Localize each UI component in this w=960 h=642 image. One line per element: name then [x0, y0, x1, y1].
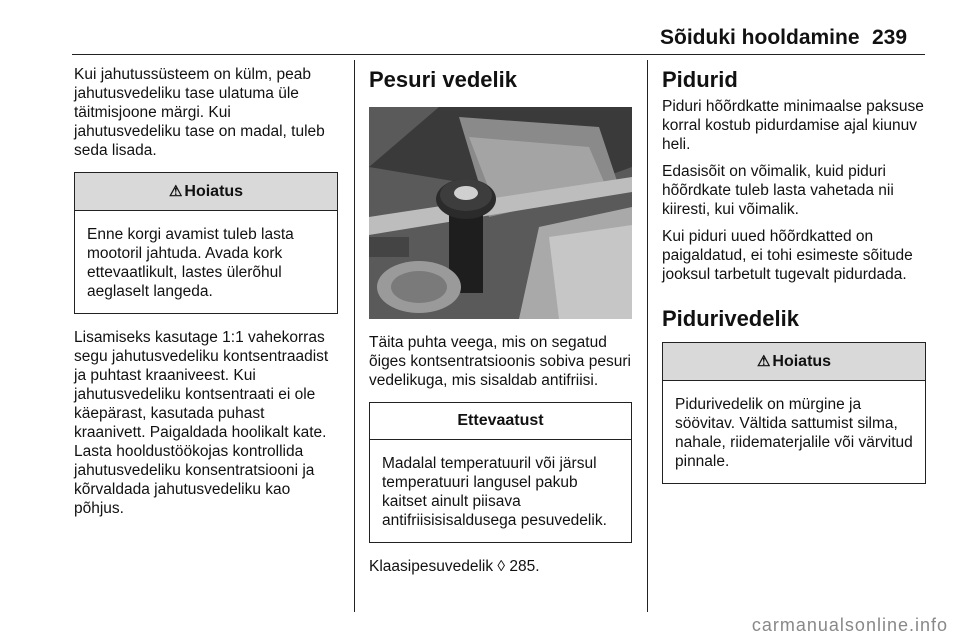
warning-title: Hoiatus — [184, 183, 244, 200]
engine-bay-illustration — [369, 107, 632, 319]
brake-fluid-heading: Pidurivedelik — [662, 306, 799, 331]
warning-box — [74, 172, 338, 314]
header-rule — [72, 54, 925, 55]
washer-reference — [369, 557, 632, 576]
warning-icon: ⚠ — [168, 183, 183, 200]
column-rule-2 — [647, 60, 648, 612]
reference-text: Klaasipesuvedelik — [369, 558, 494, 575]
warning-box-header — [75, 173, 337, 211]
column-3 — [662, 65, 926, 498]
brake-warning-title: Hoiatus — [772, 353, 832, 370]
brakes-paragraph-2: Edasisõit on võimalik, kuid piduri hõõrdkate tuleb lasta vahetada nii kiiresti, kui võimalik. — [662, 163, 894, 218]
washer-fluid-heading: Pesuri vedelik — [369, 67, 517, 92]
column-2 — [369, 65, 632, 584]
warning-icon: ⚠ — [756, 353, 771, 370]
column-1 — [74, 65, 338, 526]
caution-box-header: Ettevaatust — [370, 403, 631, 440]
brakes-heading: Pidurid — [662, 67, 738, 92]
brakes-paragraph-3: Kui piduri uued hõõrdkatted on paigaldatud, ei tohi esimeste sõitude jooksul tarbetult tugevalt pidurdada. — [662, 228, 913, 283]
brake-warning-box-header — [663, 343, 925, 381]
page-header-title: Sõiduki hooldamine — [660, 26, 860, 49]
brake-warning-text: Pidurivedelik on mürgine ja söövitav. Vältida sattumist silma, nahale, riidematerjalile või värvitud pinnale. — [675, 396, 913, 470]
washer-reservoir-photo — [369, 107, 632, 319]
coolant-mix-paragraph: Lisamiseks kasutage 1:1 vahekorras segu jahutusvedeliku kontsentraadist ja puhtast kraaniveest. Kui jahutusvedeliku kontsentraati ei ole käepärast, kasutada puhast kraanivett. Paigaldada hoolikalt kate. Lasta hooldustöökojas kontrollida jahutusvedeliku konsentratsiooni ja kõrvaldada jahutusvedeliku kao põhjus. — [74, 329, 329, 517]
column-rule-1 — [354, 60, 355, 612]
reference-arrow-icon: ◊ — [497, 558, 506, 575]
brake-fluid-warning-box — [662, 342, 926, 484]
brakes-paragraph-1: Piduri hõõrdkatte minimaalse paksuse korral kostub pidurdamise ajal kiunuv heli. — [662, 98, 924, 153]
caution-box — [369, 402, 632, 543]
reference-page[interactable]: 285. — [509, 558, 540, 575]
caution-text: Madalal temperatuuril või järsul temperatuuri langusel pakub kaitset ainult piisava antifriisisisaldusega pesuvedelik. — [382, 455, 607, 529]
coolant-level-paragraph: Kui jahutussüsteem on külm, peab jahutusvedeliku tase ulatuma üle täitmisjoone märgi. Kui jahutusvedeliku tase on madal, tuleb seda lisada. — [74, 66, 325, 159]
watermark: carmanualsonline.info — [751, 615, 948, 635]
warning-text: Enne korgi avamist tuleb lasta mootoril jahtuda. Avada kork ettevaatlikult, lastes ülerõhul aeglaselt langeda. — [87, 226, 294, 300]
washer-fill-paragraph: Täita puhta veega, mis on segatud õiges kontsentratsioonis sobiva pesuri vedelikuga, mis sisaldab antifriisi. — [369, 334, 631, 389]
page-number: 239 — [872, 26, 908, 49]
